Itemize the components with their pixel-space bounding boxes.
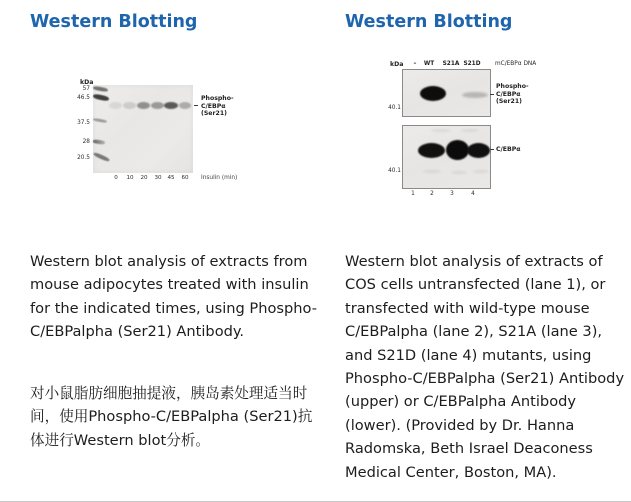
marker-band xyxy=(93,152,110,163)
lane-header-s21d: S21D xyxy=(463,61,481,67)
marker-band xyxy=(93,86,108,93)
band-lane-10min xyxy=(123,102,136,109)
x-tick-30: 30 xyxy=(154,175,162,181)
lower-band-target-label: C/EBPα xyxy=(496,146,521,153)
x-tick-0: 0 xyxy=(114,175,118,181)
kda-unit-label: kDa xyxy=(80,79,94,86)
x-axis-label: Insulin (min) xyxy=(201,175,238,181)
left-western-blot-figure xyxy=(75,75,310,187)
ladder-37-5: 37.5 xyxy=(77,120,90,126)
band-pointer-line xyxy=(490,149,494,150)
lower-blot-panel xyxy=(402,125,491,189)
kda-unit-label: kDa xyxy=(390,61,404,68)
band-lane-45min xyxy=(164,102,178,109)
right-section-title[interactable]: Western Blotting xyxy=(345,12,513,32)
band-lane-30min xyxy=(151,102,164,109)
ladder-20-5: 20.5 xyxy=(77,155,90,161)
band-target-label xyxy=(201,95,234,118)
blot-membrane xyxy=(93,85,193,173)
x-tick-60: 60 xyxy=(181,175,189,181)
lane-number-3: 3 xyxy=(450,191,454,197)
upper-band-label-line2: C/EBPα xyxy=(496,90,521,98)
band-target-label-line1: Phospho- xyxy=(201,95,234,102)
band-s21a-total xyxy=(446,140,469,160)
left-section-title[interactable]: Western Blotting xyxy=(30,12,198,32)
lane-header-wt: WT xyxy=(423,61,435,67)
ladder-28: 28 xyxy=(82,139,90,145)
left-caption-english: Western blot analysis of extracts from mouse adipocytes treated with insulin for the indicated times, using Phospho-C/EBPalpha (Ser21) Antibody. xyxy=(30,253,317,341)
band-s21d-total xyxy=(467,143,490,158)
lane-number-4: 4 xyxy=(471,191,475,197)
x-tick-20: 20 xyxy=(140,175,148,181)
lane-number-2: 2 xyxy=(430,191,434,197)
band-wt-total xyxy=(418,143,445,158)
upper-band-label-line1: Phospho- xyxy=(496,83,529,90)
band-target-label-line3: (Ser21) xyxy=(201,110,227,117)
band-s21d-phospho-faint xyxy=(462,92,488,98)
band-target-label-line2: C/EBPα xyxy=(201,102,226,110)
lane-number-1: 1 xyxy=(411,191,415,197)
x-tick-45: 45 xyxy=(167,175,175,181)
band-pointer-line xyxy=(490,94,494,95)
marker-40-1-lower: 40.1 xyxy=(388,168,401,174)
marker-band xyxy=(93,93,110,101)
ladder-57: 57 xyxy=(82,86,90,92)
band-lane-0min xyxy=(109,102,122,109)
upper-blot-panel xyxy=(402,69,491,117)
dna-condition-label: mC/EBPα DNA xyxy=(495,61,537,67)
band-wt-phospho xyxy=(420,86,446,101)
upper-band-label-line3: (Ser21) xyxy=(496,98,522,105)
marker-band xyxy=(93,118,107,123)
left-caption-chinese: 对小鼠脂肪细胞抽提液，胰岛素处理适当时间，使用Phospho-C/EBPalpha (Ser21)抗体进行Western blot分析。 xyxy=(30,385,313,449)
lane-header-s21a: S21A xyxy=(442,61,460,67)
lane-header-untransfected: – xyxy=(413,61,417,67)
band-lane-60min xyxy=(179,102,191,109)
marker-band xyxy=(93,139,105,144)
right-western-blot-figure xyxy=(388,58,626,206)
band-pointer-line xyxy=(194,105,198,106)
upper-band-target-label xyxy=(496,83,529,106)
ladder-46-5: 46.5 xyxy=(77,95,90,101)
band-lane-20min xyxy=(137,102,150,109)
x-tick-10: 10 xyxy=(126,175,134,181)
marker-40-1-upper: 40.1 xyxy=(388,105,401,111)
right-caption-english: Western blot analysis of extracts of COS cells untransfected (lane 1), or transfected with wild-type mouse C/EBPalpha (lane 2), S21A (lane 3), and S21D (lane 4) mutants, using Phospho-C/EBPalpha (Ser21) Antibody (upper) or C/EBPalpha Antibody (lower). (Provided by Dr. Hanna Radomska, Beth Israel Deaconess Medical Center, Boston, MA). xyxy=(345,253,625,481)
